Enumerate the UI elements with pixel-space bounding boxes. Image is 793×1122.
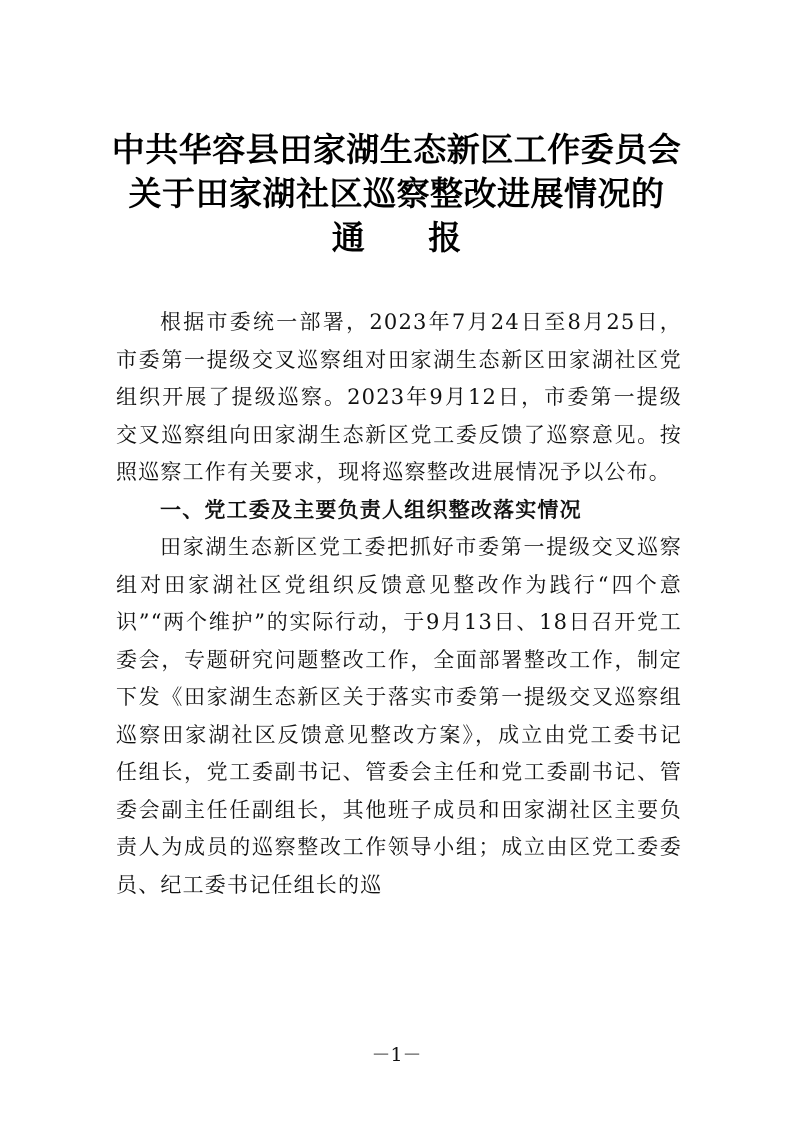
section-paragraph: 田家湖生态新区党工委把抓好市委第一提级交叉巡察组对田家湖社区党组织反馈意见整改作为践行“四个意识”“两个维护”的实际行动，于9月13日、18日召开党工委会，专题研究问题整改工作，全面部署整改工作，制定下发《田家湖生态新区关于落实市委第一提级交叉巡察组巡察田家湖社区反馈意见整改方案》，成立由党工委书记任组长，党工委副书记、管委会主任和党工委副书记、管委会副主任任副组长，其他班子成员和田家湖社区主要负责人为成员的巡察整改工作领导小组；成立由区党工委委员、纪工委书记任组长的巡 <box>116 535 682 897</box>
section-heading: 一、党工委及主要负责人组织整改落实情况 <box>160 497 582 522</box>
title-line-3: 通 报 <box>331 218 488 257</box>
document-title <box>0 128 793 260</box>
intro-paragraph: 根据市委统一部署，2023年7月24日至8月25日，市委第一提级交叉巡察组对田家湖生态新区田家湖社区党组织开展了提级巡察。2023年9月12日，市委第一提级交叉巡察组向田家湖生态新区党工委反馈了巡察意见。按照巡察工作有关要求，现将巡察整改进展情况予以公布。 <box>116 310 682 484</box>
title-line-1: 中共华容县田家湖生态新区工作委员会 <box>111 130 682 169</box>
page-number: －1－ <box>371 1044 422 1066</box>
document-body <box>116 304 682 904</box>
title-line-2: 关于田家湖社区巡察整改进展情况的 <box>128 174 665 213</box>
